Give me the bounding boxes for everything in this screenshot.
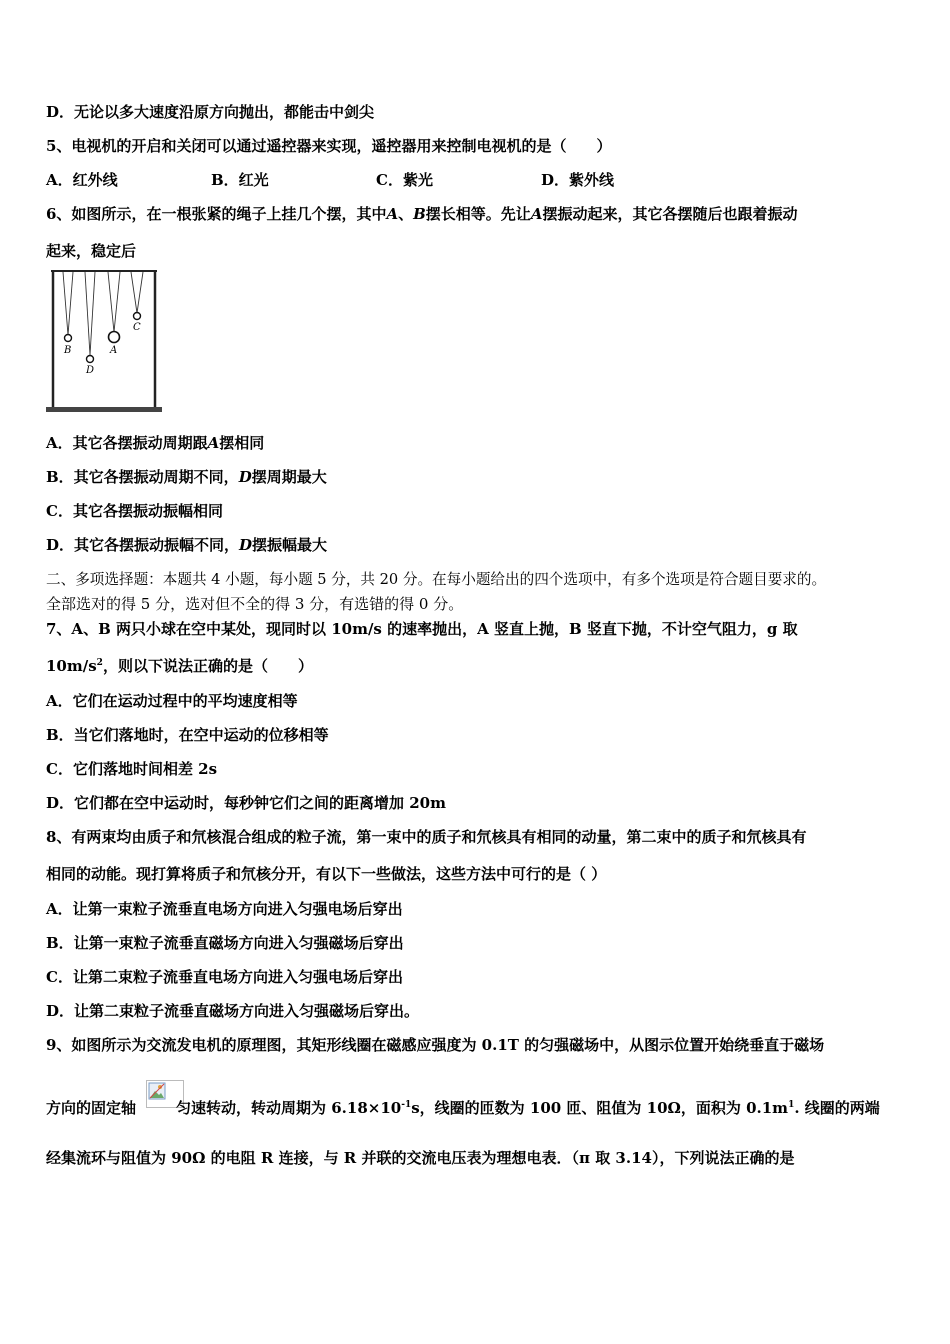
q6-option-b-italic: D bbox=[238, 468, 252, 486]
q9-stem-sup1: -1 bbox=[401, 1100, 412, 1110]
q6-stem-sep: 、 bbox=[398, 205, 414, 223]
q6-stem-line1 bbox=[46, 204, 797, 224]
q6-option-b bbox=[46, 467, 327, 487]
q7-stem-unit: 10m/s bbox=[46, 657, 97, 675]
pendulum-figure bbox=[44, 267, 168, 415]
q9-stem-sup2: 1 bbox=[788, 1100, 795, 1110]
q6-stem-text: 6、如图所示，在一根张紧的绳子上挂几个摆，其中 bbox=[46, 205, 387, 223]
q7-option-d: D．它们都在空中运动时，每秒钟它们之间的距离增加 20m bbox=[46, 794, 446, 812]
q9-stem-line3: 经集流环与阻值为 90Ω 的电阻 R 连接，与 R 并联的交流电压表为理想电表．（π 取 3.14），下列说法正确的是 bbox=[46, 1149, 795, 1167]
q8-stem-line1: 8、有两束均由质子和氘核混合组成的粒子流，第一束中的质子和氘核具有相同的动量，第二束中的质子和氘核具有 bbox=[46, 828, 807, 846]
q8-option-b: B．让第一束粒子流垂直磁场方向进入匀强磁场后穿出 bbox=[46, 934, 404, 952]
q9-stem-line2 bbox=[46, 1098, 880, 1118]
q6-option-a-post: 摆相同 bbox=[219, 434, 265, 452]
q8-option-a: A．让第一束粒子流垂直电场方向进入匀强电场后穿出 bbox=[46, 900, 403, 918]
q6-option-d-post: 摆振幅最大 bbox=[252, 536, 328, 554]
q5-option-d: D．紫外线 bbox=[541, 171, 615, 189]
q6-option-a bbox=[46, 433, 264, 453]
q9-stem-period: 匀速转动，转动周期为 6.18×10 bbox=[176, 1099, 402, 1117]
q6-option-a-text: A．其它各摆振动周期跟 bbox=[46, 434, 208, 452]
q7-option-c: C．它们落地时间相差 2s bbox=[46, 760, 218, 778]
q6-option-b-post: 摆周期最大 bbox=[251, 468, 327, 486]
q9-stem-post: . 线圈的两端 bbox=[794, 1099, 880, 1117]
q6-option-d-italic: D bbox=[239, 536, 253, 554]
q6-option-a-italic: A bbox=[207, 434, 220, 452]
q7-option-a: A．它们在运动过程中的平均速度相等 bbox=[46, 692, 298, 710]
q5-option-a: A．红外线 bbox=[46, 171, 118, 189]
q9-stem-axis: 方向的固定轴 bbox=[46, 1099, 137, 1117]
q6-stem-b: B bbox=[413, 205, 426, 223]
q6-stem-post: 摆振动起来，其它各摆随后也跟着振动 bbox=[542, 205, 798, 223]
section2-line2: 全部选对的得 5 分，选对但不全的得 3 分，有选错的得 0 分。 bbox=[46, 595, 464, 613]
q5-options bbox=[46, 170, 906, 190]
q7-stem-post: ，则以下说法正确的是（ ） bbox=[102, 657, 313, 675]
q7-stem-line2 bbox=[46, 656, 313, 676]
q7-option-b: B．当它们落地时，在空中运动的位移相等 bbox=[46, 726, 329, 744]
q6-option-d bbox=[46, 535, 327, 555]
label-a: A bbox=[110, 345, 118, 356]
label-c: C bbox=[133, 322, 141, 333]
q6-stem-a2: A bbox=[530, 205, 543, 223]
q5-option-c: C．紫光 bbox=[376, 171, 433, 189]
q4-option-d: D．无论以多大速度沿原方向抛出，都能击中剑尖 bbox=[46, 103, 375, 121]
q5-stem: 5、电视机的开启和关闭可以通过遥控器来实现，遥控器用来控制电视机的是（ ） bbox=[46, 137, 612, 155]
q6-option-c: C．其它各摆振动振幅相同 bbox=[46, 502, 223, 520]
q9-stem-line1: 9、如图所示为交流发电机的原理图，其矩形线圈在磁感应强度为 0.1T 的匀强磁场中，从图示位置开始绕垂直于磁场 bbox=[46, 1036, 825, 1054]
section2-line1: 二、多项选择题：本题共 4 小题，每小题 5 分，共 20 分。在每小题给出的四个选项中，有多个选项是符合题目要求的。 bbox=[46, 571, 827, 588]
q7-stem-line1: 7、A、B 两只小球在空中某处，现同时以 10m/s 的速率抛出，A 竖直上抛，B 竖直下抛，不计空气阻力，g 取 bbox=[46, 620, 798, 638]
q7-stem-sup: 2 bbox=[96, 658, 103, 668]
q8-option-d: D．让第二束粒子流垂直磁场方向进入匀强磁场后穿出。 bbox=[46, 1002, 420, 1020]
q6-stem-mid: 摆长相等。先让 bbox=[425, 205, 531, 223]
q6-option-d-text: D．其它各摆振动振幅不同， bbox=[46, 536, 240, 554]
q6-stem-a: A bbox=[386, 205, 399, 223]
q9-stem-area: s，线圈的匝数为 100 匝、阻值为 10Ω，面积为 0.1m bbox=[411, 1099, 789, 1117]
q8-stem-line2: 相同的动能。现打算将质子和氘核分开，有以下一些做法，这些方法中可行的是（ ） bbox=[46, 865, 607, 883]
q5-option-b: B．红光 bbox=[211, 171, 269, 189]
q6-option-b-text: B．其它各摆振动周期不同， bbox=[46, 468, 239, 486]
label-d: D bbox=[86, 365, 95, 376]
label-b: B bbox=[64, 345, 72, 356]
q6-stem-line2: 起来，稳定后 bbox=[46, 242, 137, 260]
q8-option-c: C．让第二束粒子流垂直电场方向进入匀强电场后穿出 bbox=[46, 968, 403, 986]
